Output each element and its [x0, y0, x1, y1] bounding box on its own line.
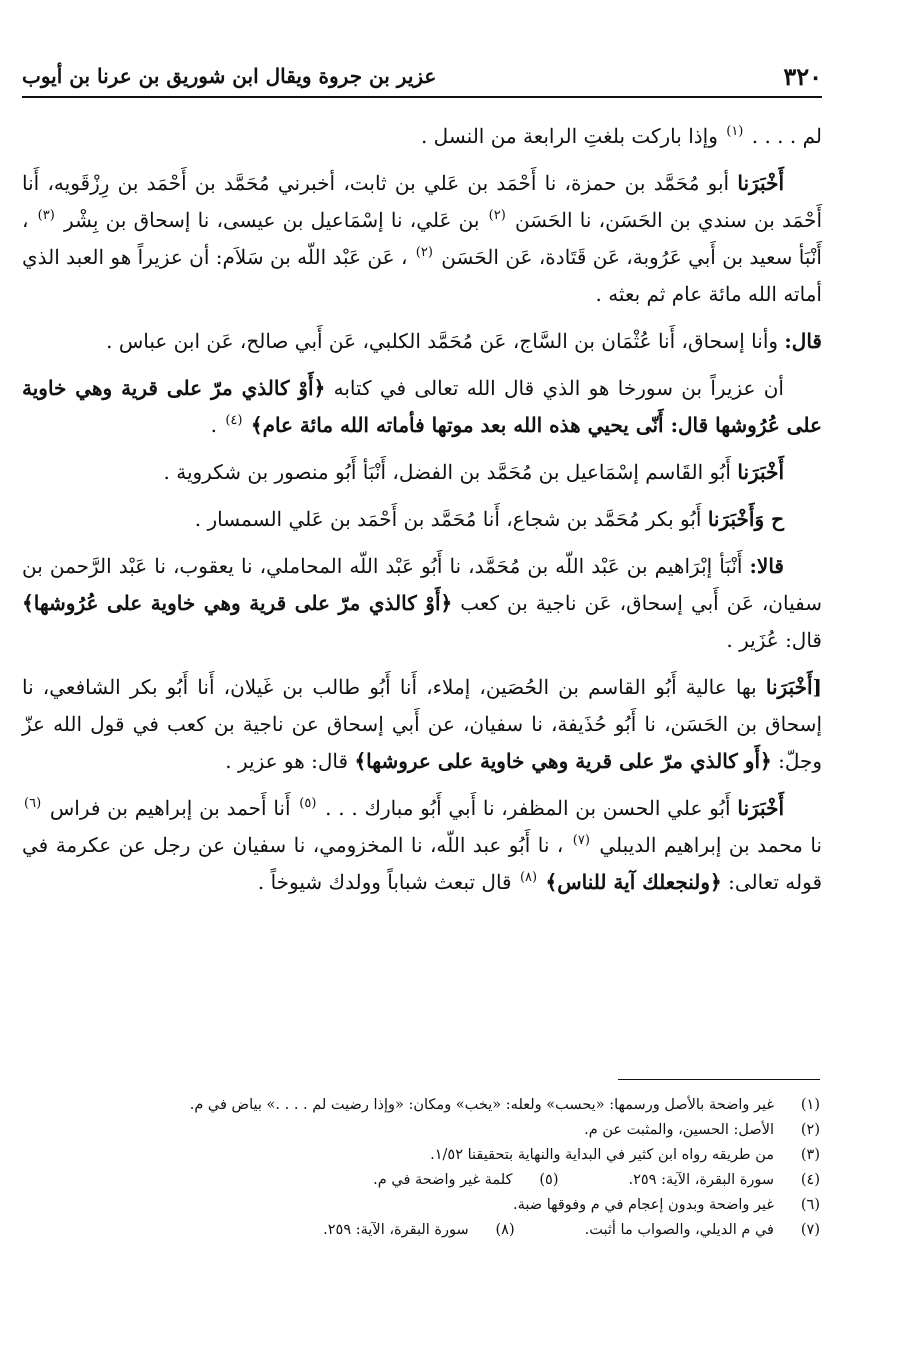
- footnotes: [40, 1093, 820, 1243]
- bold-text: ﴿أَو كالذي مرّ على قرية وهي خاوية على عروشها﴾: [354, 749, 772, 773]
- footnote-number: (٢): [800, 1122, 820, 1138]
- footnote-text: في م الديلي، والصواب ما أثبت.: [584, 1222, 774, 1238]
- footnote-marker: (١): [726, 124, 744, 140]
- text-run: ، أَنْبَأ سعيد بن أَبي عَرُوبة، عَن قَتَادة، عَن الحَسَن: [22, 208, 822, 269]
- footnote-marker: (٢): [488, 208, 506, 224]
- footnote-row: [40, 1093, 820, 1118]
- paragraph: [22, 323, 822, 360]
- header-rule: [22, 96, 822, 98]
- text-run: أَنْبَأ إبْرَاهيم بن عَبْد اللّه بن مُحَمَّد، نا أَبُو عَبْد اللّه المحاملي، نا يعقوب، نا عَبْد الرَّحمن بن سفيان، عَن أَبي إسحاق، عَن ناجية بن كعب: [22, 554, 822, 615]
- paragraph: [22, 669, 822, 780]
- footnote-marker: (٢): [415, 245, 433, 261]
- text-run: وأنا إسحاق، أَنا عُثْمَان بن السَّاج، عَن مُحَمَّد الكلبي، عَن أَبي صالح، عَن ابن عباس .: [106, 329, 785, 353]
- footnote-marker: (٣): [37, 208, 55, 224]
- footnote-text: الأصل: الحسين، والمثبت عن م.: [584, 1122, 774, 1138]
- bold-text: أَخْبَرَنا: [737, 460, 784, 484]
- paragraph: [22, 118, 822, 155]
- footnote-row: [40, 1193, 820, 1218]
- paragraph: [22, 454, 822, 491]
- text-run: ، عَن عَبْد اللّه بن سَلاَم: أن عزيراً هو العبد الذي أماته الله مائة عام ثم بعثه .: [22, 245, 822, 306]
- footnote: [190, 1093, 820, 1118]
- bold-text: ﴿أَوْ كالذي مرّ على قرية وهي خاوية على عُرُوشها قال: أَنّى يحيي هذه الله بعد موتها فأماته الله مائة عام﴾: [22, 376, 822, 437]
- footnote: [430, 1143, 820, 1168]
- footnote-text: من طريقه رواه ابن كثير في البداية والنهاية بتحقيقنا ١/٥٢.: [430, 1147, 774, 1163]
- text-run: قال تبعث شباباً وولدك شيوخاً .: [257, 870, 518, 894]
- footnote-number: (٧): [800, 1222, 820, 1238]
- page-header: [22, 58, 822, 98]
- text-run: وإذا باركت بلغتِ الرابعة من النسل .: [420, 124, 725, 148]
- text-run: بن عَلي، نا إسْمَاعيل بن عيسى، نا إسحاق بن بِشْر: [56, 208, 487, 232]
- bold-text: ﴿أَوْ كالذي مرّ على قرية وهي خاوية على عُرُوشها﴾: [22, 591, 453, 615]
- footnote: [629, 1168, 820, 1193]
- bold-text: قال:: [784, 329, 822, 353]
- footnote-text: كلمة غير واضحة في م.: [373, 1172, 513, 1188]
- footnote-row: [40, 1118, 820, 1143]
- footnote-number: (٦): [800, 1197, 820, 1213]
- paragraph: [22, 548, 822, 659]
- running-title: عزير بن جروة ويقال ابن شوريق بن عرنا بن أيوب: [22, 64, 437, 88]
- text-run: أَبُو القَاسم إسْمَاعيل بن مُحَمَّد بن الفضل، أَنْبَأ أَبُو منصور بن شكروية .: [163, 460, 738, 484]
- text-run: أن عزيراً بن سورخا هو الذي قال الله تعالى في كتابه: [325, 376, 784, 400]
- paragraph: [22, 165, 822, 313]
- footnote-marker: (٨): [519, 870, 538, 886]
- footnote-text: غير واضحة بالأصل ورسمها: «يحسب» ولعله: «يخب» ومكان: «وإذا رضيت لم . . . .» بياض في م.: [189, 1097, 774, 1113]
- footnote-row: [40, 1143, 820, 1168]
- footnote-text: سورة البقرة، الآية: ٢٥٩.: [628, 1172, 774, 1188]
- bold-text: قالا:: [749, 554, 784, 578]
- text-run: قال: عُزَير .: [726, 628, 822, 652]
- bold-text: ح وَأَخْبَرَنا: [707, 507, 784, 531]
- footnote-text: سورة البقرة، الآية: ٢٥٩.: [323, 1222, 469, 1238]
- footnote: [584, 1118, 820, 1143]
- footnote: [585, 1218, 820, 1243]
- paragraph: [22, 501, 822, 538]
- footnote-separator: [618, 1079, 820, 1080]
- footnote-number: (٤): [800, 1172, 820, 1188]
- text-run: بها عالية أَبُو القاسم بن الحُصَين، إملاء، أَنا أَبُو طالب بن غَيلان، أَنا أَبُو بكر الشافعي، نا إسحاق بن الحَسَن، نا أَبُو حُذَيفة، نا سفيان، عن أَبي إسحاق عن ناجية بن كعب في قول الله عزّ وجلّ:: [22, 675, 822, 773]
- footnote-row: [40, 1218, 820, 1243]
- footnote-row: [40, 1168, 820, 1193]
- footnote-number: (٥): [539, 1172, 559, 1188]
- footnote-marker: (٦): [24, 796, 42, 812]
- text-run: ، نا أَبُو عبد اللّه، نا المخزومي، نا سفيان عن رجل عن عكرمة في قوله تعالى:: [22, 833, 822, 894]
- footnote-number: (٣): [800, 1147, 820, 1163]
- footnote-marker: (٤): [225, 413, 243, 429]
- bold-text: ﴿ولنجعلك آية للناس﴾: [545, 870, 722, 894]
- footnote-marker: (٧): [572, 833, 590, 849]
- footnote-marker: (٥): [299, 796, 317, 812]
- text-run: قال: هو عزير .: [225, 749, 355, 773]
- text-run: أَنا أَحمد بن إبراهيم بن فراس: [43, 796, 298, 820]
- bold-text: أَخْبَرَنا: [737, 171, 784, 195]
- text-run: أبو مُحَمَّد بن حمزة، نا أَحْمَد بن عَلي بن ثابت، أخبرني مُحَمَّد بن أَحْمَد بن رِزْقَويه، أَنا أَحْمَد بن سندي بن الحَسَن، نا الحَسَن: [22, 171, 823, 232]
- bold-text: أَخْبَرَنا: [737, 796, 784, 820]
- footnote: [323, 1218, 514, 1243]
- text-run: نا محمد بن إبراهيم الديبلي: [591, 833, 822, 857]
- page-number: ٣٢٠: [783, 62, 822, 91]
- footnote-text: غير واضحة وبدون إعجام في م وفوقها ضبة.: [513, 1197, 774, 1213]
- footnote: [373, 1168, 558, 1193]
- text-run: لم . . . .: [745, 124, 822, 148]
- footnote: [513, 1193, 820, 1218]
- text-run: .: [210, 413, 224, 437]
- text-run: أَبُو بكر مُحَمَّد بن شجاع، أَنا مُحَمَّد بن أَحْمَد بن عَلي السمسار .: [194, 507, 708, 531]
- bold-text: [أَخْبَرَنا: [765, 675, 822, 699]
- paragraph: [22, 370, 822, 444]
- main-text: [22, 118, 822, 911]
- paragraph: [22, 790, 822, 901]
- footnote-number: (١): [800, 1097, 820, 1113]
- text-run: أَبُو علي الحسن بن المظفر، نا أَبي أَبُو مبارك . . .: [318, 796, 738, 820]
- footnote-number: (٨): [495, 1222, 515, 1238]
